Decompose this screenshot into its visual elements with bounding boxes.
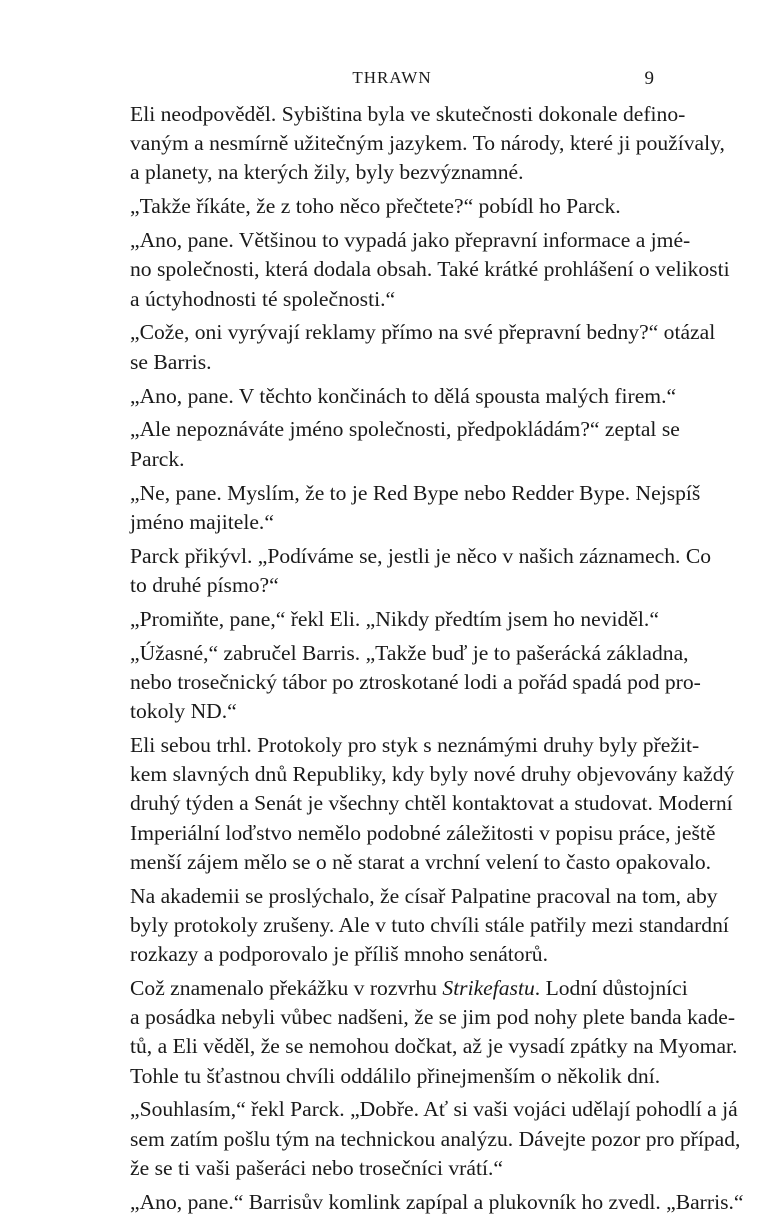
text-line: rozkazy a podporovalo je příliš mnoho senátorů. [130, 942, 548, 967]
text-line: „Ale nepoznáváte jméno společnosti, předpokládám?“ zeptal se [130, 417, 680, 442]
paragraph [130, 974, 738, 1091]
text-segment: . Lodní důstojníci [534, 975, 688, 1000]
text-line: a planety, na kterých žily, byly bezvýznamné. [130, 160, 524, 185]
text-line: to druhé písmo?“ [130, 572, 279, 597]
running-head [130, 68, 654, 90]
paragraph [130, 226, 730, 314]
text-line: nebo trosečnický tábor po ztroskotané lodi a pořád spadá pod pro- [130, 669, 701, 694]
page-number: 9 [644, 68, 654, 89]
text-line: menší zájem mělo se o ně starat a vrchní velení to často opakovalo. [130, 849, 712, 874]
text-line: Eli neodpověděl. Sybiština byla ve skutečnosti dokonale defino- [130, 102, 686, 126]
paragraph [130, 192, 654, 221]
paragraph [130, 382, 677, 411]
text-segment: Což znamenalo překážku v rozvrhu [130, 975, 443, 1000]
text-line: no společnosti, která dodala obsah. Také krátké prohlášení o velikosti [130, 257, 730, 282]
running-title: THRAWN [352, 68, 432, 87]
paragraph [130, 731, 735, 877]
paragraph [130, 318, 716, 376]
text-line: Na akademii se proslýchalo, že císař Palpatine pracoval na tom, aby [130, 883, 718, 908]
text-line: „Ano, pane.“ Barrisův komlink zapípal a plukovník ho zvedl. „Barris.“ [130, 1189, 744, 1214]
text-line: „Ne, pane. Myslím, že to je Red Bype nebo Redder Bype. Nejspíš [130, 480, 701, 505]
text-line: „Takže říkáte, že z toho něco přečtete?“ pobídl ho Parck. [130, 194, 621, 219]
text-segment: Tohle tu šťastnou chvíli oddálilo přinejmenším o několik dní. [130, 1063, 661, 1088]
text-line: „Ano, pane. Většinou to vypadá jako přepravní informace a jmé- [130, 228, 691, 253]
paragraph [130, 882, 729, 970]
text-line [130, 1003, 736, 1032]
text-line: se Barris. [130, 349, 212, 374]
body-text [130, 100, 744, 1222]
text-line: byly protokoly zrušeny. Ale v tuto chvíli stále patřily mezi standardní [130, 912, 729, 937]
text-line: vaným a nesmírně užitečným jazykem. To národy, které ji používaly, [130, 131, 725, 156]
text-line: kem slavných dnů Republiky, kdy byly nové druhy objevovány každý [130, 762, 735, 787]
text-line: Parck. [130, 446, 185, 471]
paragraph [130, 1188, 744, 1217]
text-line: tokoly ND.“ [130, 699, 237, 724]
text-line: „Ano, pane. V těchto končinách to dělá spousta malých firem.“ [130, 383, 677, 408]
paragraph [130, 415, 680, 473]
text-line: „Promiňte, pane,“ řekl Eli. „Nikdy předtím jsem ho neviděl.“ [130, 606, 659, 631]
paragraph [130, 639, 701, 727]
paragraph [130, 542, 712, 600]
text-line: Eli sebou trhl. Protokoly pro styk s neznámými druhy byly přežit- [130, 732, 700, 757]
text-line: druhý týden a Senát je všechny chtěl kontaktovat a studovat. Moderní [130, 791, 733, 816]
text-line [130, 1062, 661, 1091]
text-line: jméno majitele.“ [130, 509, 274, 534]
text-line: že se ti vaši pašeráci nebo trosečníci vrátí.“ [130, 1155, 503, 1180]
text-line: „Souhlasím,“ řekl Parck. „Dobře. Ať si vaši vojáci udělají pohodlí a já [130, 1097, 738, 1122]
italic-ship-name: Strikefastu [442, 975, 535, 1000]
text-line [130, 1032, 738, 1061]
text-line: „Cože, oni vyrývají reklamy přímo na své přepravní bedny?“ otázal [130, 320, 716, 345]
text-line: „Úžasné,“ zabručel Barris. „Takže buď je to pašerácká základna, [130, 640, 689, 665]
paragraph [130, 605, 659, 634]
paragraph [130, 100, 725, 188]
paragraph [130, 1095, 741, 1183]
text-line [130, 974, 688, 1003]
text-segment: tů, a Eli věděl, že se nemohou dočkat, až je vysadí zpátky na Myomar. [130, 1034, 738, 1059]
text-segment: a posádka nebyli vůbec nadšeni, že se jim pod nohy plete banda kade- [130, 1005, 736, 1030]
text-line: Imperiální loďstvo nemělo podobné záležitosti v popisu práce, ještě [130, 820, 716, 845]
paragraph [130, 479, 701, 537]
text-line: a úctyhodnosti té společnosti.“ [130, 286, 396, 311]
text-line: sem zatím pošlu tým na technickou analýzu. Dávejte pozor pro případ, [130, 1126, 741, 1151]
text-line: Parck přikývl. „Podíváme se, jestli je něco v našich záznamech. Co [130, 543, 712, 568]
